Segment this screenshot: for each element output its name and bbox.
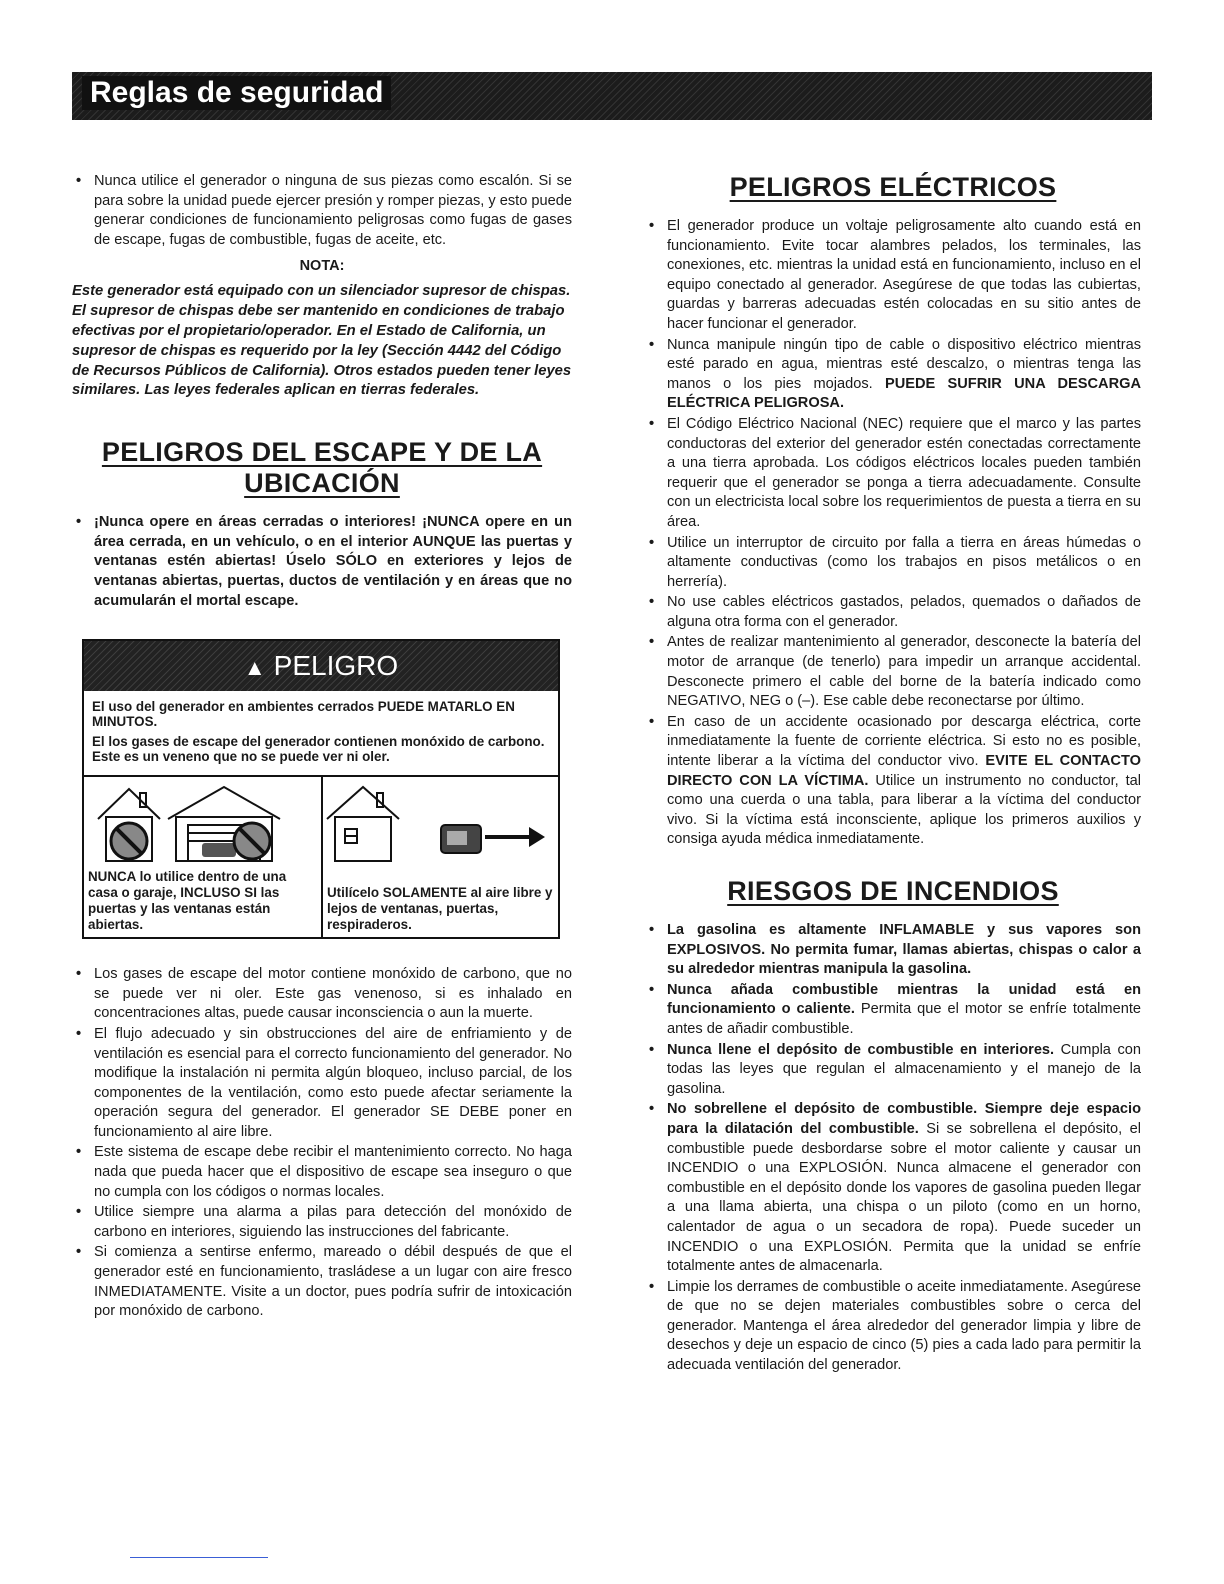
note-label: NOTA: — [299, 258, 345, 275]
list-item: • Este sistema de escape debe recibir el mantenimiento correcto. No haga nada que pueda hacer que el dispositivo de escape sea inseguro o que no cumpla con los códigos o normas locales. — [76, 1144, 572, 1200]
list-item: • Nunca utilice el generador o ninguna de sus piezas como escalón. Si se para sobre la unidad puede ejercer presión y romper piezas, y esto puede generar condiciones de funcionamiento peligrosas como fugas de gases de escape, fugas de combustible, fugas de aceite, etc. — [76, 173, 572, 248]
bullet-text: El Código Eléctrico Nacional (NEC) requiere que el marco y las partes conductoras del exterior del generador estén conectadas correctamente a una tierra aprobada. Los códigos eléctricos locales pueden también requerir que el generador se ponga a tierra adecuadamente. Consulte con un electricista local sobre los requerimientos de puesta a tierra en su área. — [667, 415, 1141, 530]
right-column — [645, 172, 1141, 1377]
bullet-text: El flujo adecuado y sin obstrucciones del aire de enfriamiento y de ventilación es esencial para el correcto funcionamiento del generador. No modifique la instalación ni permita algún bloqueo, incluso parcial, de los componentes de la ventilación, como esto puede afectar seriamente la operación segura del generador. El generador SE DEBE poner en funcionamiento al aire libre. — [94, 1025, 572, 1140]
list-item: • No sobrellene el depósito de combustible. Siempre deje espacio para la dilatación del combustible. Si se sobrellena el depósito, el combustible puede desbordarse sobre el motor caliente y causar un INCENDIO o una EXPLOSIÓN. Nunca almacene el generador con combustible en el depósito donde los vapores de gasolina pueden llegar a una llama abierta, una chispa o un piloto (como en un horno, calentador de agua o un secadora de ropa). Puede suceder un INCENDIO o una EXPLOSIÓN. Permita que la unidad se enfríe totalmente antes de almacenarla. — [649, 1101, 1141, 1275]
bullet-bold-text: Nunca añada combustible mientras la unidad está en funcionamiento o caliente. — [667, 981, 1141, 1018]
bullet-text: Utilice un interruptor de circuito por falla a tierra en áreas húmedas o altamente conductivas (como los trabajos en pisos metálicos o en herrería). — [667, 534, 1141, 590]
outdoor-use-icon — [323, 777, 558, 867]
fire-heading: RIESGOS DE INCENDIOS — [727, 876, 1059, 906]
list-item: • Si comienza a sentirse enfermo, mareado o débil después de que el generador esté en funcionamiento, trasládese a un lugar con aire fresco INMEDIATAMENTE. Visite a un doctor, pues podría sufrir de intoxicación por monóxido de carbono. — [76, 1244, 572, 1320]
outdoor-panel — [323, 777, 558, 937]
left-column — [72, 172, 572, 1323]
bullet-bold-text: PUEDE SUFRIR UNA DESCARGA ELÉCTRICA PELIGROSA. — [667, 375, 1141, 412]
list-item: • En caso de un accidente ocasionado por descarga eléctrica, corte inmediatamente la fuente de corriente eléctrica. Si esto no es posible, intente liberar a la víctima del conductor vivo. EVITE EL CONTACTO DIRECTO CON LA VÍCTIMA. Utilice un instrumento no conductor, tal como una cuerda o una tabla, para liberar a la víctima del conductor vivo. Si la víctima está inconsciente, aplique los primeros auxilios y consiga ayuda médica inmediatamente. — [649, 713, 1141, 848]
danger-box — [82, 639, 560, 939]
warning-triangle-icon: ▲ — [243, 655, 266, 681]
bullet-text: Utilice siempre una alarma a pilas para detección del monóxido de carbono en interiores, siguiendo las instrucciones del fabricante. — [94, 1204, 572, 1240]
note-text: Este generador está equipado con un silenciador supresor de chispas. El supresor de chispas debe ser mantenido en condiciones de trabajo efectivas por el propietario/operador. En el Estado de California, un supresor de chispas es requerido por la ley (Sección 4442 del Código de Recursos Públicos de California). Otros estados pueden tener leyes similares. Las leyes federales aplican en tierras federales. — [72, 283, 572, 399]
bullet-text: Antes de realizar mantenimiento al generador, desconecte la batería del motor de arranque (de tenerlo) para impedir un arranque accidental. Desconecte primero el cable del borne de la batería indicado como NEGATIVO, NEG o (–). Ese cable debe reconectarse por último. — [667, 634, 1141, 710]
bullet-text: Si comienza a sentirse enfermo, mareado o débil después de que el generador esté en funcionamiento, trasládese a un lugar con aire fresco INMEDIATAMENTE. Visite a un doctor, pues podría sufrir de intoxicación por monóxido de carbono. — [94, 1244, 572, 1320]
page-title: Reglas de seguridad — [82, 76, 391, 110]
bullet-text: Si se sobrellena el depósito, el combustible puede desbordarse sobre el motor caliente y causar un INCENDIO o una EXPLOSIÓN. Nunca almacene el generador con combustible en el depósito donde los vapores de gasolina pueden llegar a una llama abierta, una chispa o un piloto (como en un horno, calentador de agua o un secadora de ropa). Puede suceder un INCENDIO o una EXPLOSIÓN. Permita que la unidad se enfríe totalmente antes de almacenarla. — [667, 1120, 1141, 1275]
bullet-text: El generador produce un voltaje peligrosamente alto cuando está en funcionamiento. Evite tocar alambres pelados, los terminales, las conexiones, etc. mientras la unidad está en funcionamiento, incluso en el equipo conectado al generador. Asegúrese de que todas las cubiertas, guardas y barreras adecuadas estén colocadas en su sitio antes de hacer funcionar el generador. — [667, 218, 1141, 332]
list-item: • El flujo adecuado y sin obstrucciones del aire de enfriamiento y de ventilación es esencial para el correcto funcionamiento del generador. No modifique la instalación ni permita algún bloqueo, incluso parcial, de los componentes de la ventilación, como esto puede afectar seriamente la operación segura del generador. El generador SE DEBE poner en funcionamiento al aire libre. — [76, 1025, 572, 1140]
bullet-bold-text: No sobrellene el depósito de combustible. Siempre deje espacio para la dilatación del combustible. — [667, 1101, 1141, 1137]
bullet-text: Utilice un instrumento no conductor, tal como una cuerda o una tabla, para liberar a la víctima del conductor vivo. Si la víctima está inconsciente, aplique los primeros auxilios y consiga ayuda médica inmediatamente. — [667, 772, 1141, 848]
list-item: • Nunca manipule ningún tipo de cable o dispositivo eléctrico mientras esté parado en agua, mientras esté descalzo, o mientras tenga las manos o los pies mojados. PUEDE SUFRIR UNA DESCARGA ELÉCTRICA PELIGROSA. — [649, 336, 1141, 412]
bullet-text: Este sistema de escape debe recibir el mantenimiento correcto. No haga nada que pueda hacer que el dispositivo de escape sea inseguro o que no cumpla con los códigos o normas locales. — [94, 1144, 572, 1200]
danger-title: PELIGRO — [273, 650, 399, 682]
danger-text-2: El los gases de escape del generador contienen monóxido de carbono. Este es un veneno que no se puede ver ni oler. — [92, 734, 545, 765]
list-item: • Los gases de escape del motor contiene monóxido de carbono, que no se puede ver ni oler. Este gas venenoso, si es inhalado en concentraciones altas, puede causar inconsciencia o aun la muerte. — [76, 966, 572, 1022]
indoor-panel — [84, 777, 323, 937]
bullet-text: Cumpla con todas las leyes que regulan el almacenamiento y el manejo de la gasolina. — [667, 1041, 1141, 1097]
list-item: • El generador produce un voltaje peligrosamente alto cuando está en funcionamiento. Evite tocar alambres pelados, los terminales, las conexiones, etc. mientras la unidad está en funcionamiento, incluso en el equipo conectado al generador. Asegúrese de que todas las cubiertas, guardas y barreras adecuadas estén colocadas en su sitio antes de hacer funcionar el generador. — [649, 218, 1141, 332]
bullet-bold-text: Nunca llene el depósito de combustible en interiores. — [667, 1041, 1055, 1058]
footer-rule — [130, 1557, 268, 1558]
bullet-text: No use cables eléctricos gastados, pelados, quemados o dañados de alguna otra forma con el generador. — [667, 594, 1141, 630]
list-item: • Utilice un interruptor de circuito por falla a tierra en áreas húmedas o altamente conductivas (como los trabajos en pisos metálicos o en herrería). — [649, 534, 1141, 590]
list-item: • La gasolina es altamente INFLAMABLE y sus vapores son EXPLOSIVOS. No permita fumar, llamas abiertas, chispas o calor a su alrededor mientras manipula la gasolina. — [649, 922, 1141, 978]
bullet-text: Nunca manipule ningún tipo de cable o dispositivo eléctrico mientras esté parado en agua, mientras esté descalzo, o mientras tenga las manos o los pies mojados. — [667, 336, 1141, 392]
list-item: • El Código Eléctrico Nacional (NEC) requiere que el marco y las partes conductoras del exterior del generador estén conectadas correctamente a una tierra aprobada. Los códigos eléctricos locales pueden también requerir que el generador se ponga a tierra adecuadamente. Consulte con un electricista local sobre los requerimientos de puesta a tierra en su área. — [649, 415, 1141, 530]
electric-heading: PELIGROS ELÉCTRICOS — [729, 172, 1057, 202]
list-item: • ¡Nunca opere en áreas cerradas o interiores! ¡NUNCA opere en un área cerrada, en un vehículo, o en el interior AUNQUE las puertas y ventanas estén abiertas! Úselo SÓLO en exteriores y lejos de ventanas abiertas, puertas, ductos de ventilación y en áreas que no acumularán el mortal escape. — [76, 514, 572, 609]
list-item: • Utilice siempre una alarma a pilas para detección del monóxido de carbono en interiores, siguiendo las instrucciones del fabricante. — [76, 1204, 572, 1240]
no-indoor-use-icon — [84, 777, 321, 867]
list-item: • Nunca llene el depósito de combustible en interiores. Cumpla con todas las leyes que regulan el almacenamiento y el manejo de la gasolina. — [649, 1041, 1141, 1097]
bullet-text: Los gases de escape del motor contiene monóxido de carbono, que no se puede ver ni oler. Este gas venenoso, si es inhalado en concentraciones altas, puede causar inconsciencia o aun la muerte. — [94, 966, 572, 1022]
bullet-text: Limpie los derrames de combustible o aceite inmediatamente. Asegúrese de que no se dejen materiales combustibles sobre o cerca del generador. Mantenga el área alrededor del generador limpia y libre de desechos y deje un espacio de cinco (5) pies a cada lado para permitir la adecuada ventilación del generador. — [667, 1278, 1141, 1374]
bullet-bold-text: La gasolina es altamente INFLAMABLE y sus vapores son EXPLOSIVOS. No permita fumar, llamas abiertas, chispas o calor a su alrededor mientras manipula la gasolina. — [667, 922, 1141, 978]
danger-text — [84, 691, 558, 777]
list-item: • Antes de realizar mantenimiento al generador, desconecte la batería del motor de arranque (de tenerlo) para impedir un arranque accidental. Desconecte primero el cable del borne de la batería indicado como NEGATIVO, NEG o (–). Ese cable debe reconectarse por último. — [649, 634, 1141, 710]
list-item: • Limpie los derrames de combustible o aceite inmediatamente. Asegúrese de que no se dejen materiales combustibles sobre o cerca del generador. Mantenga el área alrededor del generador limpia y libre de desechos y deje un espacio de cinco (5) pies a cada lado para permitir la adecuada ventilación del generador. — [649, 1278, 1141, 1374]
bullet-text: Permita que el motor se enfríe totalmente antes de añadir combustible. — [667, 1001, 1141, 1037]
caption-right: Utilícelo SOLAMENTE al aire libre y lejos de ventanas, puertas, respiraderos. — [327, 885, 553, 933]
danger-header — [84, 641, 558, 691]
bullet-text: Nunca utilice el generador o ninguna de sus piezas como escalón. Si se para sobre la unidad puede ejercer presión y romper piezas, y esto puede generar condiciones de funcionamiento peligrosas como fugas de gases de escape, fugas de combustible, fugas de aceite, etc. — [94, 173, 572, 248]
danger-text-1: El uso del generador en ambientes cerrados PUEDE MATARLO EN MINUTOS. — [92, 699, 515, 730]
list-item: • No use cables eléctricos gastados, pelados, quemados o dañados de alguna otra forma con el generador. — [649, 594, 1141, 630]
bullet-text: ¡Nunca opere en áreas cerradas o interiores! ¡NUNCA opere en un área cerrada, en un vehículo, o en el interior AUNQUE las puertas y ventanas estén abiertas! Úselo SÓLO en exteriores y lejos de ventanas abiertas, puertas, ductos de ventilación y en áreas que no acumularán el mortal escape. — [94, 514, 572, 609]
exhaust-heading: PELIGROS DEL ESCAPE Y DE LA UBICACIÓN — [101, 437, 543, 499]
section-banner — [72, 72, 1152, 120]
bullet-text: En caso de un accidente ocasionado por descarga eléctrica, corte inmediatamente la fuente de corriente eléctrica. Si esto no es posible, intente liberar a la víctima del conductor vivo. — [667, 713, 1141, 770]
bullet-bold-text: EVITE EL CONTACTO DIRECTO CON LA VÍCTIMA. — [667, 753, 1141, 789]
caption-left: NUNCA lo utilice dentro de una casa o garaje, INCLUSO SI las puertas y las ventanas están abiertas. — [88, 869, 287, 933]
list-item: • Nunca añada combustible mientras la unidad está en funcionamiento o caliente. Permita que el motor se enfríe totalmente antes de añadir combustible. — [649, 981, 1141, 1037]
